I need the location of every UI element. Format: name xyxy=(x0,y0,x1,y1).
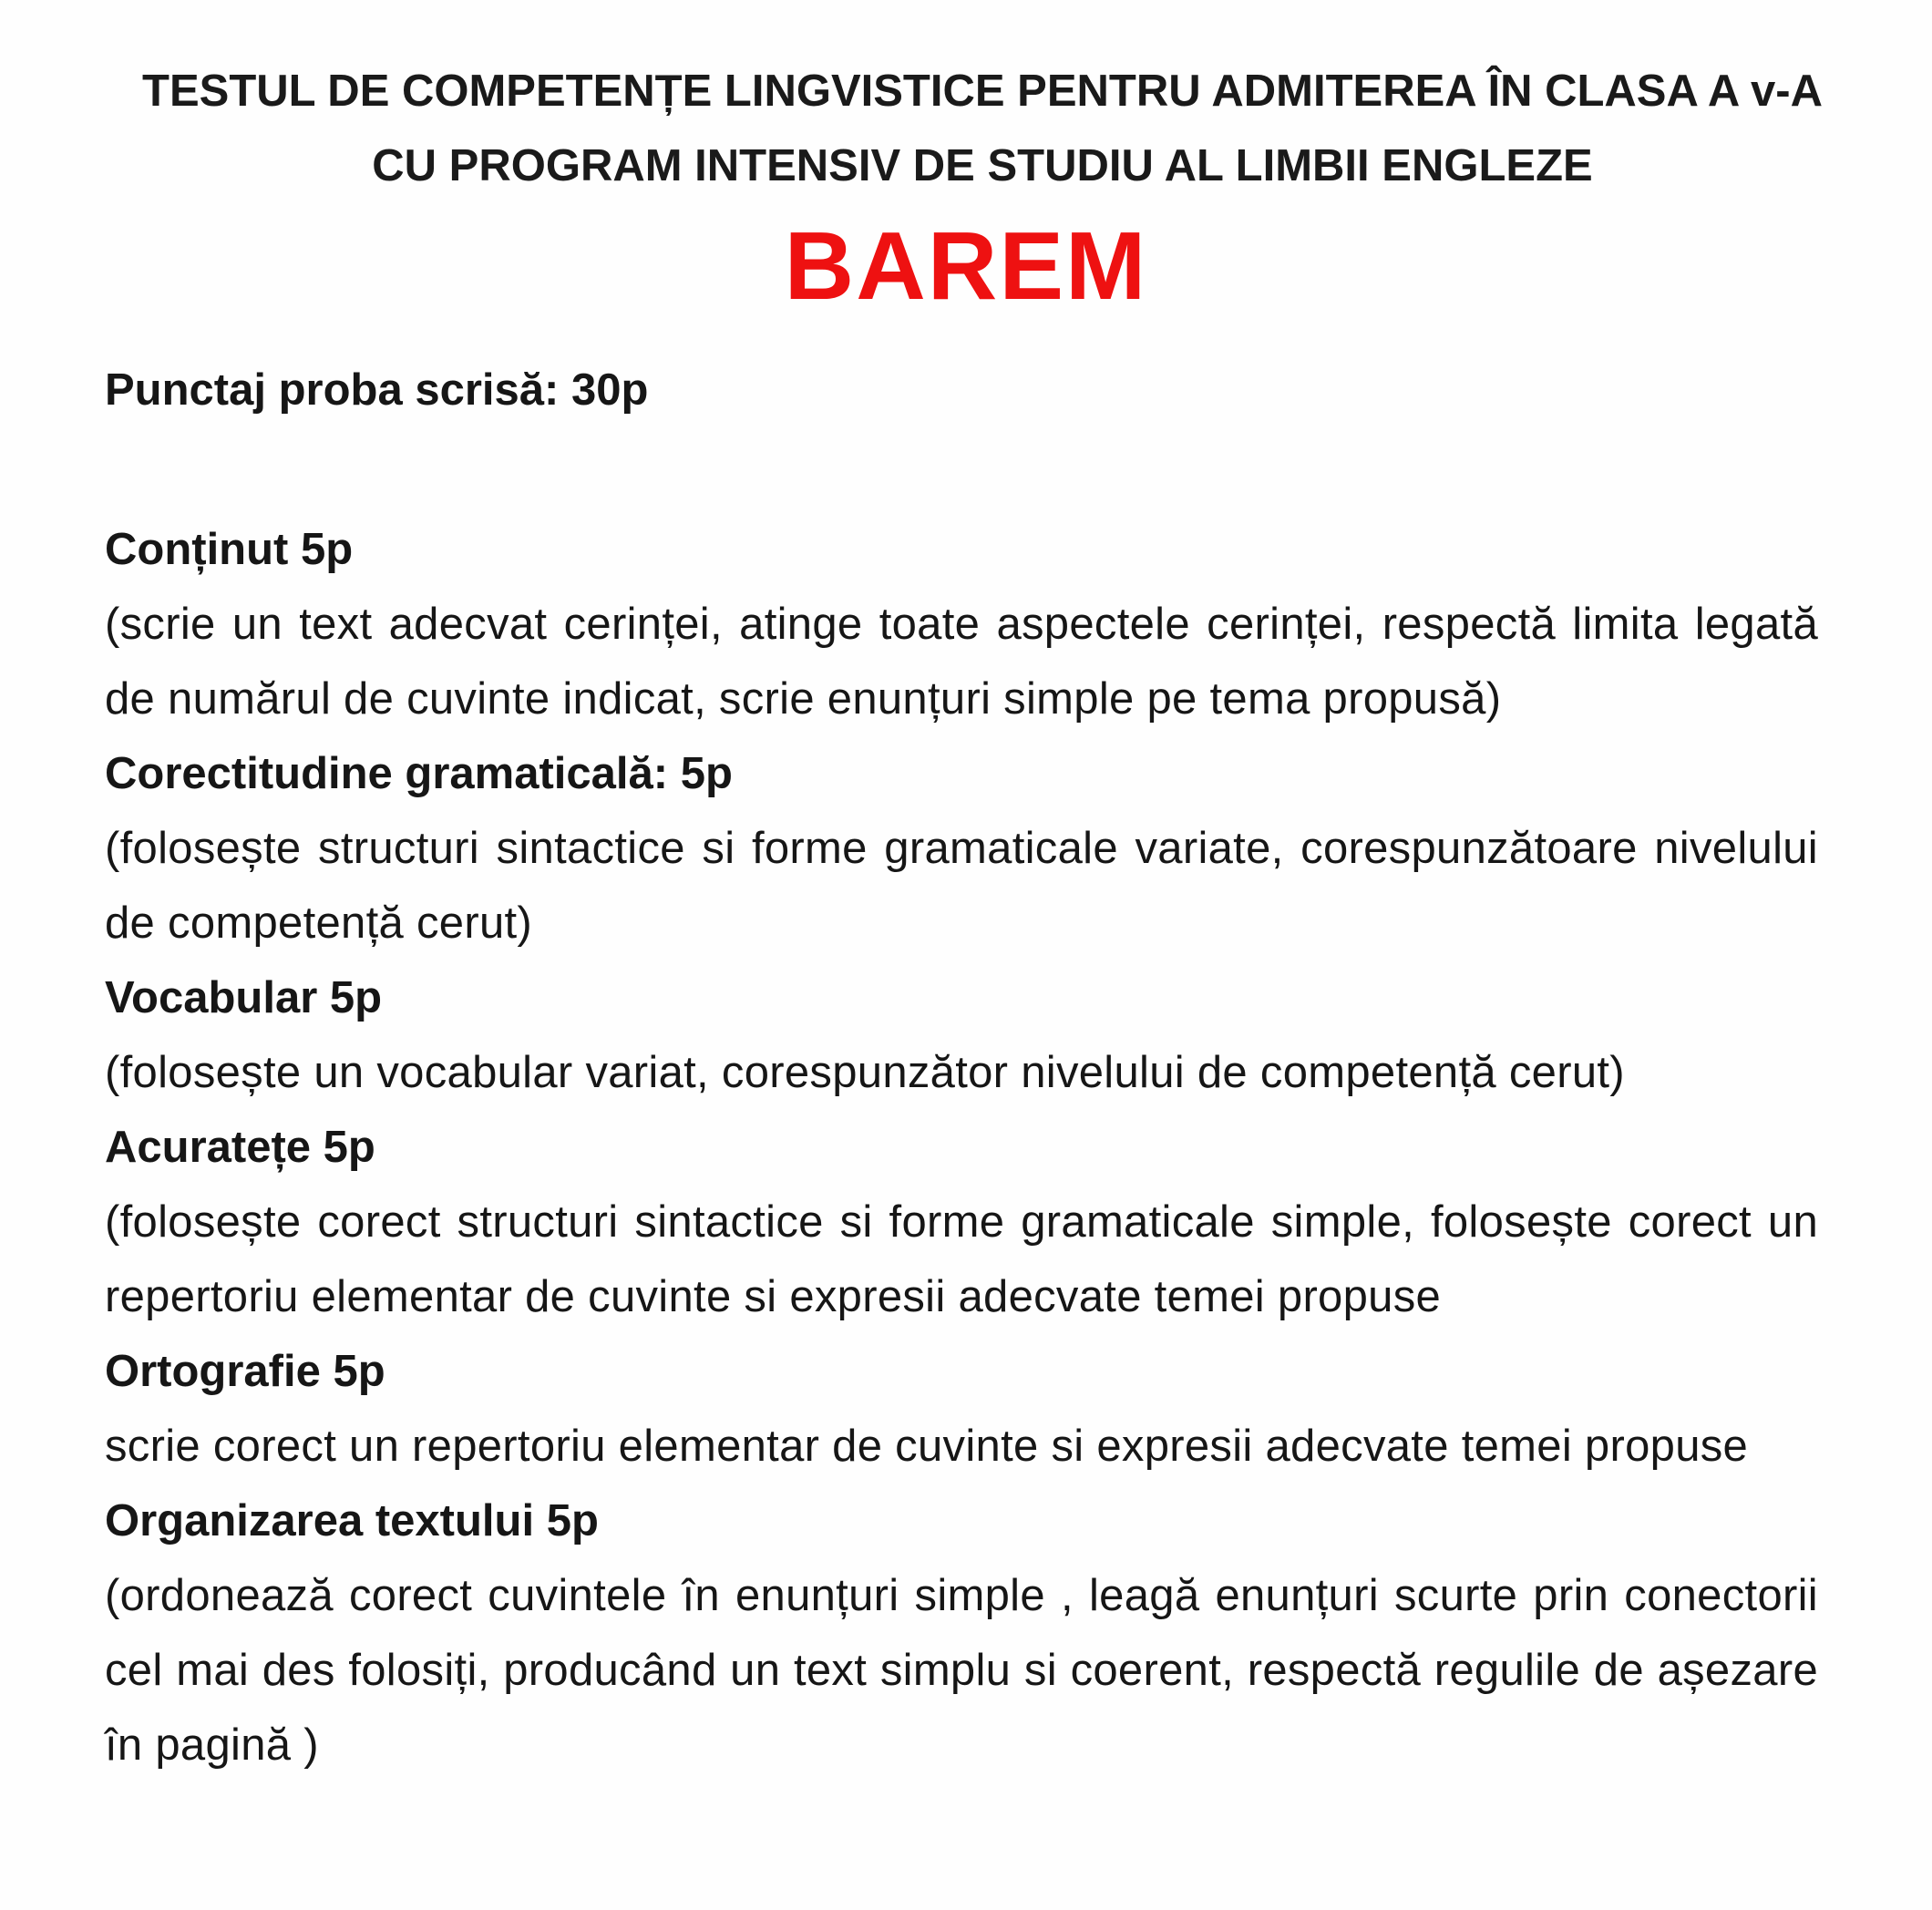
criterion-title: Corectitudine gramaticală: 5p xyxy=(105,749,733,798)
criterion-title: Ortografie 5p xyxy=(105,1347,385,1396)
criterion-description: (folosește un vocabular variat, corespunzător nivelului de competență cerut) xyxy=(105,1048,1625,1097)
criterion-description: (folosește corect structuri sintactice si forme gramaticale simple, folosește corect un repertoriu elementar de cuvinte si expresii adecvate temei propuse xyxy=(105,1197,1818,1321)
total-score-line: Punctaj proba scrisă: 30p xyxy=(105,365,649,415)
criterion-text-organization xyxy=(105,1484,1818,1782)
criterion-content xyxy=(105,512,1818,736)
criterion-accuracy xyxy=(105,1110,1818,1334)
criterion-title: Vocabular 5p xyxy=(105,973,383,1022)
barem-heading: BAREM xyxy=(784,212,1148,320)
criterion-description: (ordonează corect cuvintele în enunțuri simple , leagă enunțuri scurte prin conectorii cel mai des folosiți, producând un text simplu si coerent, respectă regulile de așezare în pagină ) xyxy=(105,1571,1818,1770)
criteria-list xyxy=(105,512,1818,1782)
document-title-line-1: TESTUL DE COMPETENȚE LINGVISTICE PENTRU ADMITEREA ÎN CLASA A v-A xyxy=(142,67,1823,116)
criterion-description: (folosește structuri sintactice si forme gramaticale variate, corespunzătoare nivelului de competență cerut) xyxy=(105,824,1818,948)
criterion-description: (scrie un text adecvat cerinței, atinge toate aspectele cerinței, respectă limita legată de numărul de cuvinte indicat, scrie enunțuri simple pe tema propusă) xyxy=(105,600,1818,724)
criterion-description: scrie corect un repertoriu elementar de cuvinte si expresii adecvate temei propuse xyxy=(105,1422,1749,1471)
criterion-grammar xyxy=(105,736,1818,960)
criterion-spelling xyxy=(105,1334,1818,1484)
criterion-title: Acuratețe 5p xyxy=(105,1123,375,1172)
criterion-vocabulary xyxy=(105,960,1818,1110)
criterion-title: Organizarea textului 5p xyxy=(105,1496,599,1545)
criterion-title: Conținut 5p xyxy=(105,525,354,574)
document-title-line-2: CU PROGRAM INTENSIV DE STUDIU AL LIMBII ENGLEZE xyxy=(372,141,1593,190)
